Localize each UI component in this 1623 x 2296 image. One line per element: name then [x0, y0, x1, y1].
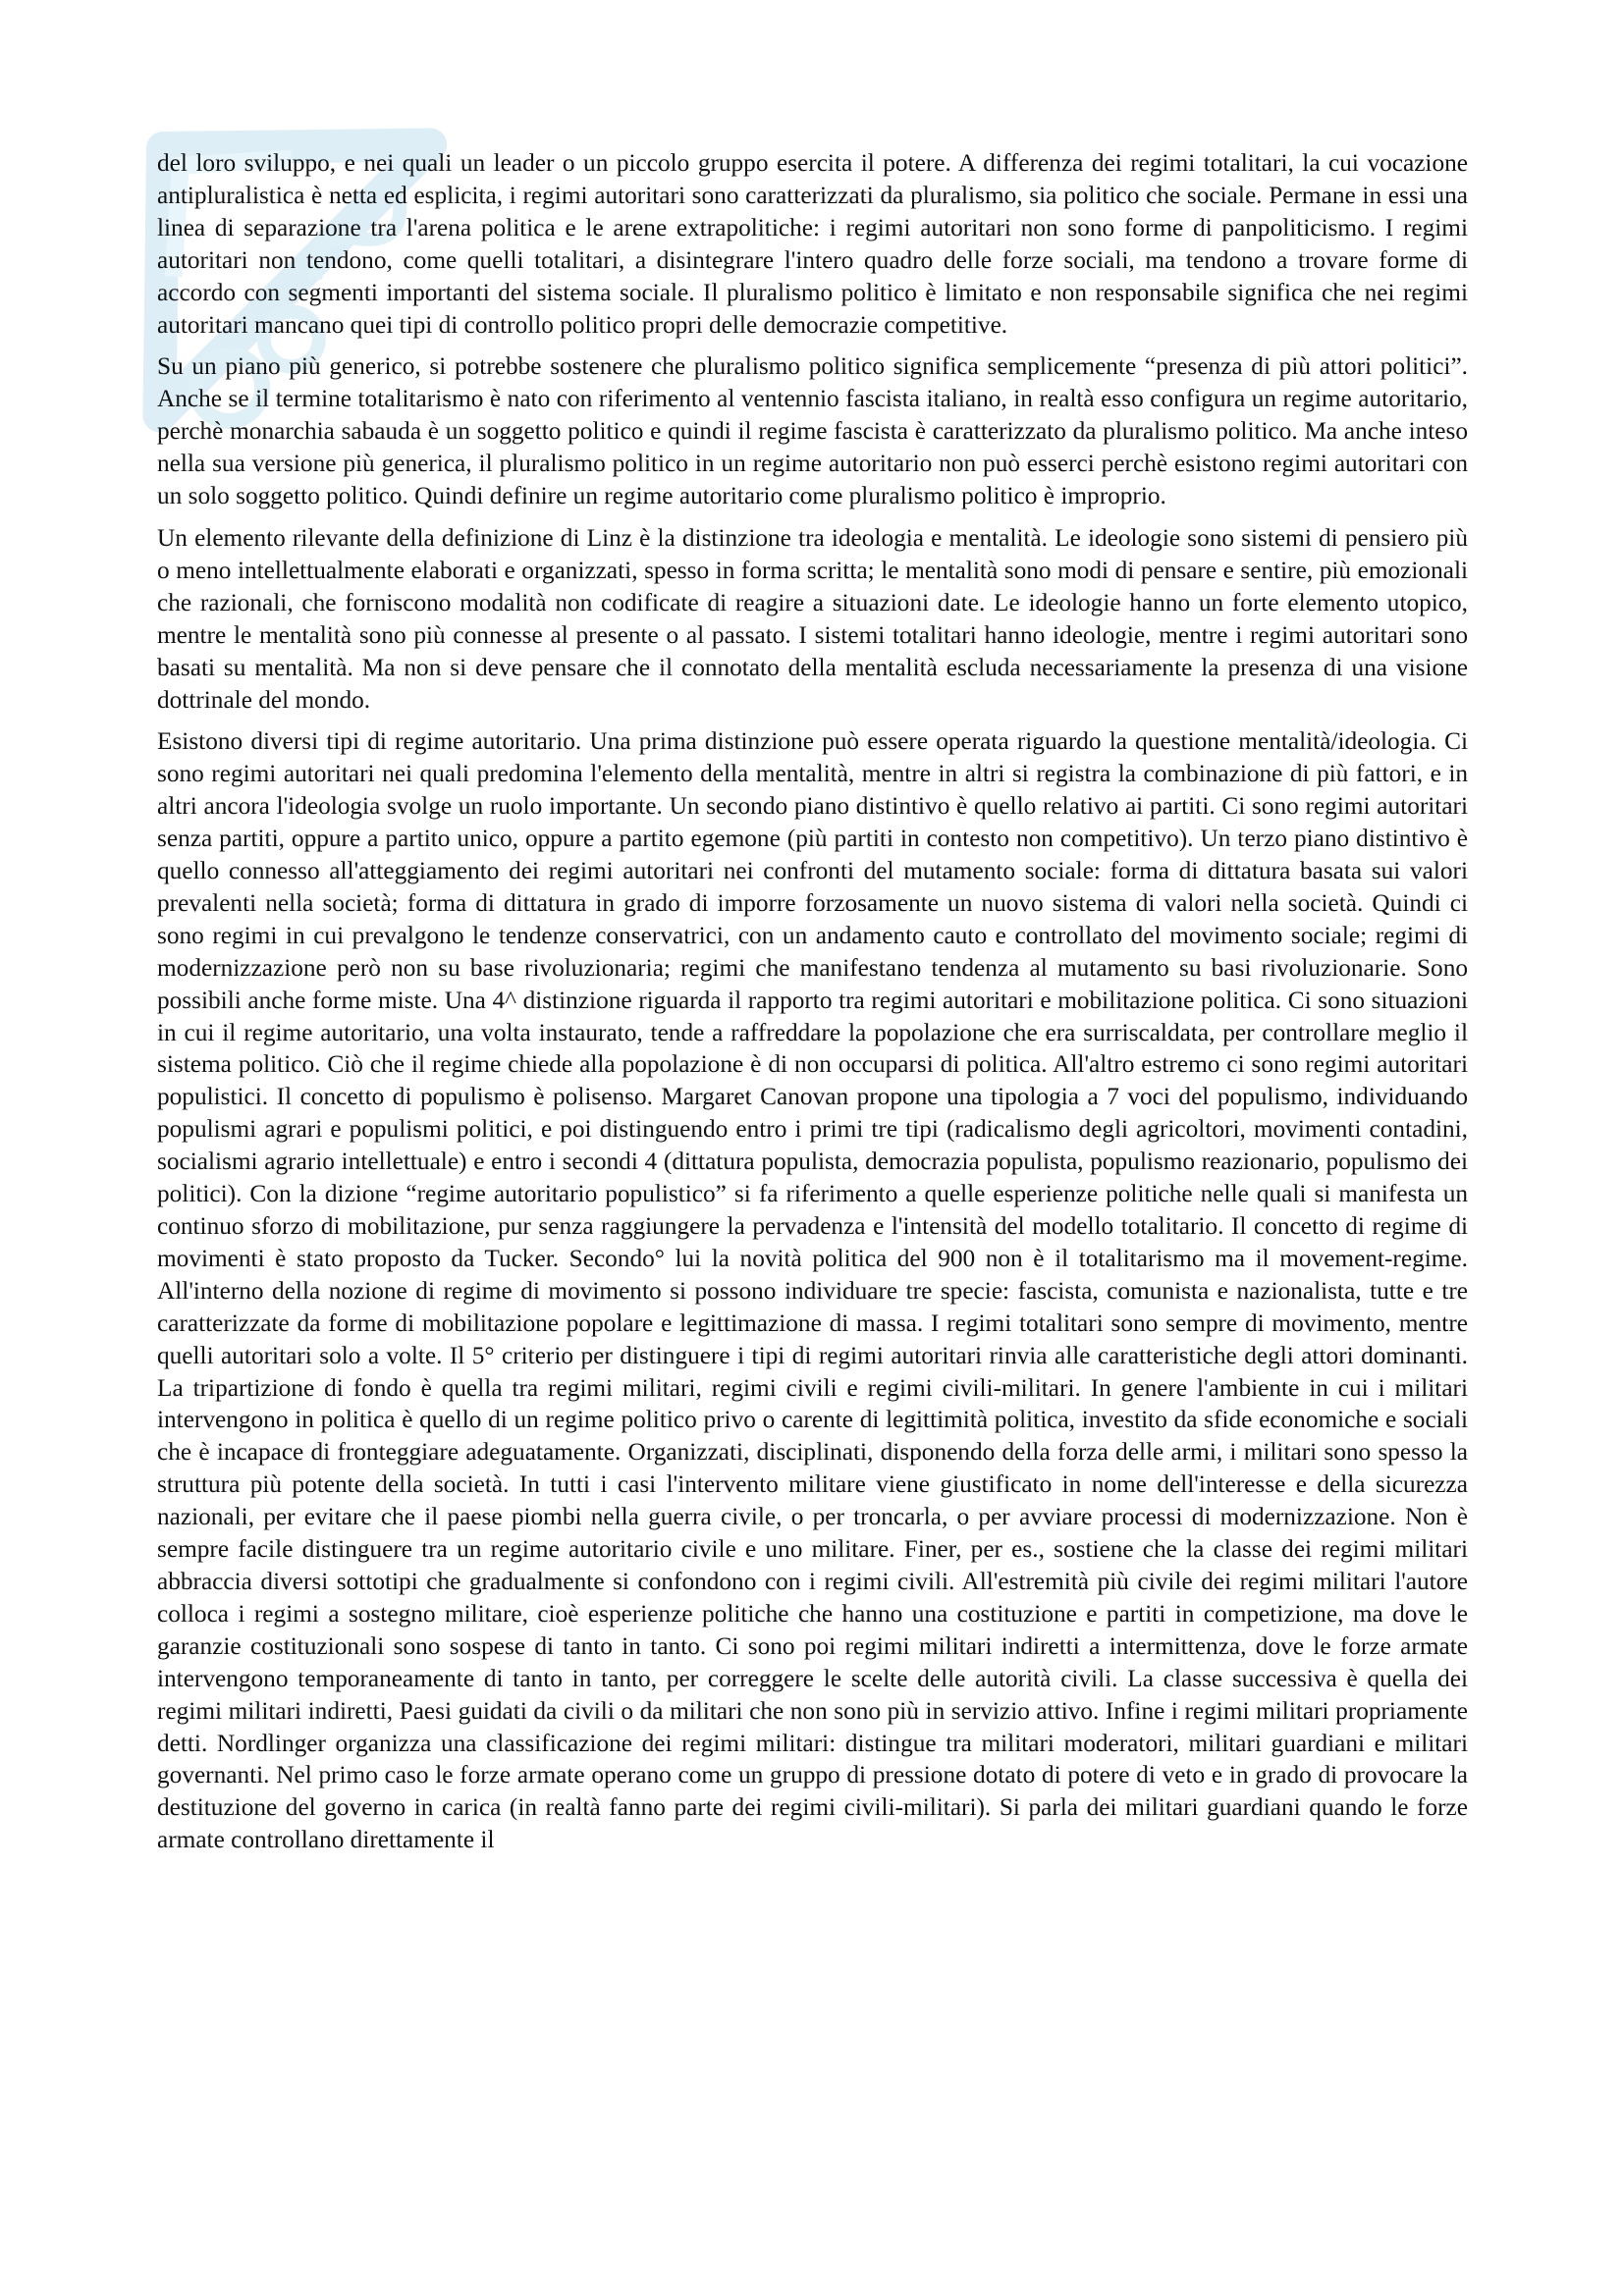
paragraph: Un elemento rilevante della definizione di Linz è la distinzione tra ideologia e mentalità. Le ideologie sono sistemi di pensiero più o meno intellettualmente elaborati e organizzati, spesso in forma scritta; le mentalità sono modi di pensare e sentire, più emozionali che razionali, che forniscono modalità non codificate di reagire a situazioni date. Le ideologie hanno un forte elemento utopico, mentre le mentalità sono più connesse al presente o al passato. I sistemi totalitari hanno ideologie, mentre i regimi autoritari sono basati su mentalità. Ma non si deve pensare che il connotato della mentalità escluda necessariamente la presenza di una visione dottrinale del mondo.	[157, 523, 1468, 714]
document-body	[157, 147, 1468, 1866]
paragraph: Esistono diversi tipi di regime autoritario. Una prima distinzione può essere operata riguardo la questione mentalità/ideologia. Ci sono regimi autoritari nei quali predomina l'elemento della mentalità, mentre in altri si registra la combinazione di più fattori, e in altri ancora l'ideologia svolge un ruolo importante. Un secondo piano distintivo è quello relativo ai partiti. Ci sono regimi autoritari senza partiti, oppure a partito unico, oppure a partito egemone (più partiti in contesto non competitivo). Un terzo piano distintivo è quello connesso all'atteggiamento dei regimi autoritari nei confronti del mutamento sociale: forma di dittatura basata sui valori prevalenti nella società; forma di dittatura in grado di imporre forzosamente un nuovo sistema di valori nella società. Quindi ci sono regimi in cui prevalgono le tendenze conservatrici, con un andamento cauto e controllato del movimento sociale; regimi di modernizzazione però non su base rivoluzionaria; regimi che manifestano tendenza al mutamento su basi rivoluzionarie. Sono possibili anche forme miste. Una 4^ distinzione riguarda il rapporto tra regimi autoritari e mobilitazione politica. Ci sono situazioni in cui il regime autoritario, una volta instaurato, tende a raffreddare la popolazione che era surriscaldata, per controllare meglio il sistema politico. Ciò che il regime chiede alla popolazione è di non occuparsi di politica. All'altro estremo ci sono regimi autoritari populistici. Il concetto di populismo è polisenso. Margaret Canovan propone una tipologia a 7 voci del populismo, individuando populismi agrari e populismi politici, e poi distinguendo entro i primi tre tipi (radicalismo degli agricoltori, movimenti contadini, socialismi agrario intellettuale) e entro i secondi 4 (dittatura populista, democrazia populista, populismo reazionario, populismo dei politici). Con la dizione “regime autoritario populistico” si fa riferimento a quelle esperienze politiche nelle quali si manifesta un continuo sforzo di mobilitazione, pur senza raggiungere la pervadenza e l'intensità del modello totalitario. Il concetto di regime di movimenti è stato proposto da Tucker. Secondo° lui la novità politica del 900 non è il totalitarismo ma il movement-regime. All'interno della nozione di regime di movimento si possono individuare tre specie: fascista, comunista e nazionalista, tutte e tre caratterizzate da forme di mobilitazione popolare e legittimazione di massa. I regimi totalitari sono sempre di movimento, mentre quelli autoritari solo a volte. Il 5° criterio per distinguere i tipi di regimi autoritari rinvia alle caratteristiche degli attori dominanti. La tripartizione di fondo è quella tra regimi militari, regimi civili e regimi civili-militari. In genere l'ambiente in cui i militari intervengono in politica è quello di un regime politico privo o carente di legittimità politica, investito da sfide economiche e sociali che è incapace di fronteggiare adeguatamente. Organizzati, disciplinati, disponendo della forza delle armi, i militari sono spesso la struttura più potente della società. In tutti i casi l'intervento militare viene giustificato in nome dell'interesse e della sicurezza nazionali, per evitare che il paese piombi nella guerra civile, o per troncarla, o per avviare processi di modernizzazione. Non è sempre facile distinguere tra un regime autoritario civile e uno militare. Finer, per es., sostiene che la classe dei regimi militari abbraccia diversi sottotipi che gradualmente si confondono con i regimi civili. All'estremità più civile dei regimi militari l'autore colloca i regimi a sostegno militare, cioè esperienze politiche che hanno una costituzione e partiti in competizione, ma dove le garanzie costituzionali sono sospese di tanto in tanto. Ci sono poi regimi militari indiretti a intermittenza, dove le forze armate intervengono temporaneamente di tanto in tanto, per correggere le scelte delle autorità civili. La classe successiva è quella dei regimi militari indiretti, Paesi guidati da civili o da militari che non sono più in servizio attivo. Infine i regimi militari propriamente detti. Nordlinger organizza una classificazione dei regimi militari: distingue tra militari moderatori, militari guardiani e militari governanti. Nel primo caso le forze armate operano come un gruppo di pressione dotato di potere di veto e in grado di provocare la destituzione del governo in carica (in realtà fanno parte dei regimi civili-militari). Si parla dei militari guardiani quando le forze armate controllano direttamente il	[157, 727, 1468, 1854]
paragraph: Su un piano più generico, si potrebbe sostenere che pluralismo politico significa semplicemente “presenza di più attori politici”. Anche se il termine totalitarismo è nato con riferimento al ventennio fascista italiano, in realtà esso configura un regime autoritario, perchè monarchia sabauda è un soggetto politico e quindi il regime fascista è caratterizzato da pluralismo politico. Ma anche inteso nella sua versione più generica, il pluralismo politico in un regime autoritario non può esserci perchè esistono regimi autoritari con un solo soggetto politico. Quindi definire un regime autoritario come pluralismo politico è improprio.	[157, 352, 1468, 510]
paragraph: del loro sviluppo, e nei quali un leader o un piccolo gruppo esercita il potere. A differenza dei regimi totalitari, la cui vocazione antipluralistica è netta ed esplicita, i regimi autoritari sono caratterizzati da pluralismo, sia politico che sociale. Permane in essi una linea di separazione tra l'arena politica e le arene extrapolitiche: i regimi autoritari non sono forme di panpoliticismo. I regimi autoritari non tendono, come quelli totalitari, a disintegrare l'intero quadro delle forze sociali, ma tendono a trovare forme di accordo con segmenti importanti del sistema sociale. Il pluralismo politico è limitato e non responsabile significa che nei regimi autoritari mancano quei tipi di controllo politico propri delle democrazie competitive.	[157, 149, 1468, 339]
